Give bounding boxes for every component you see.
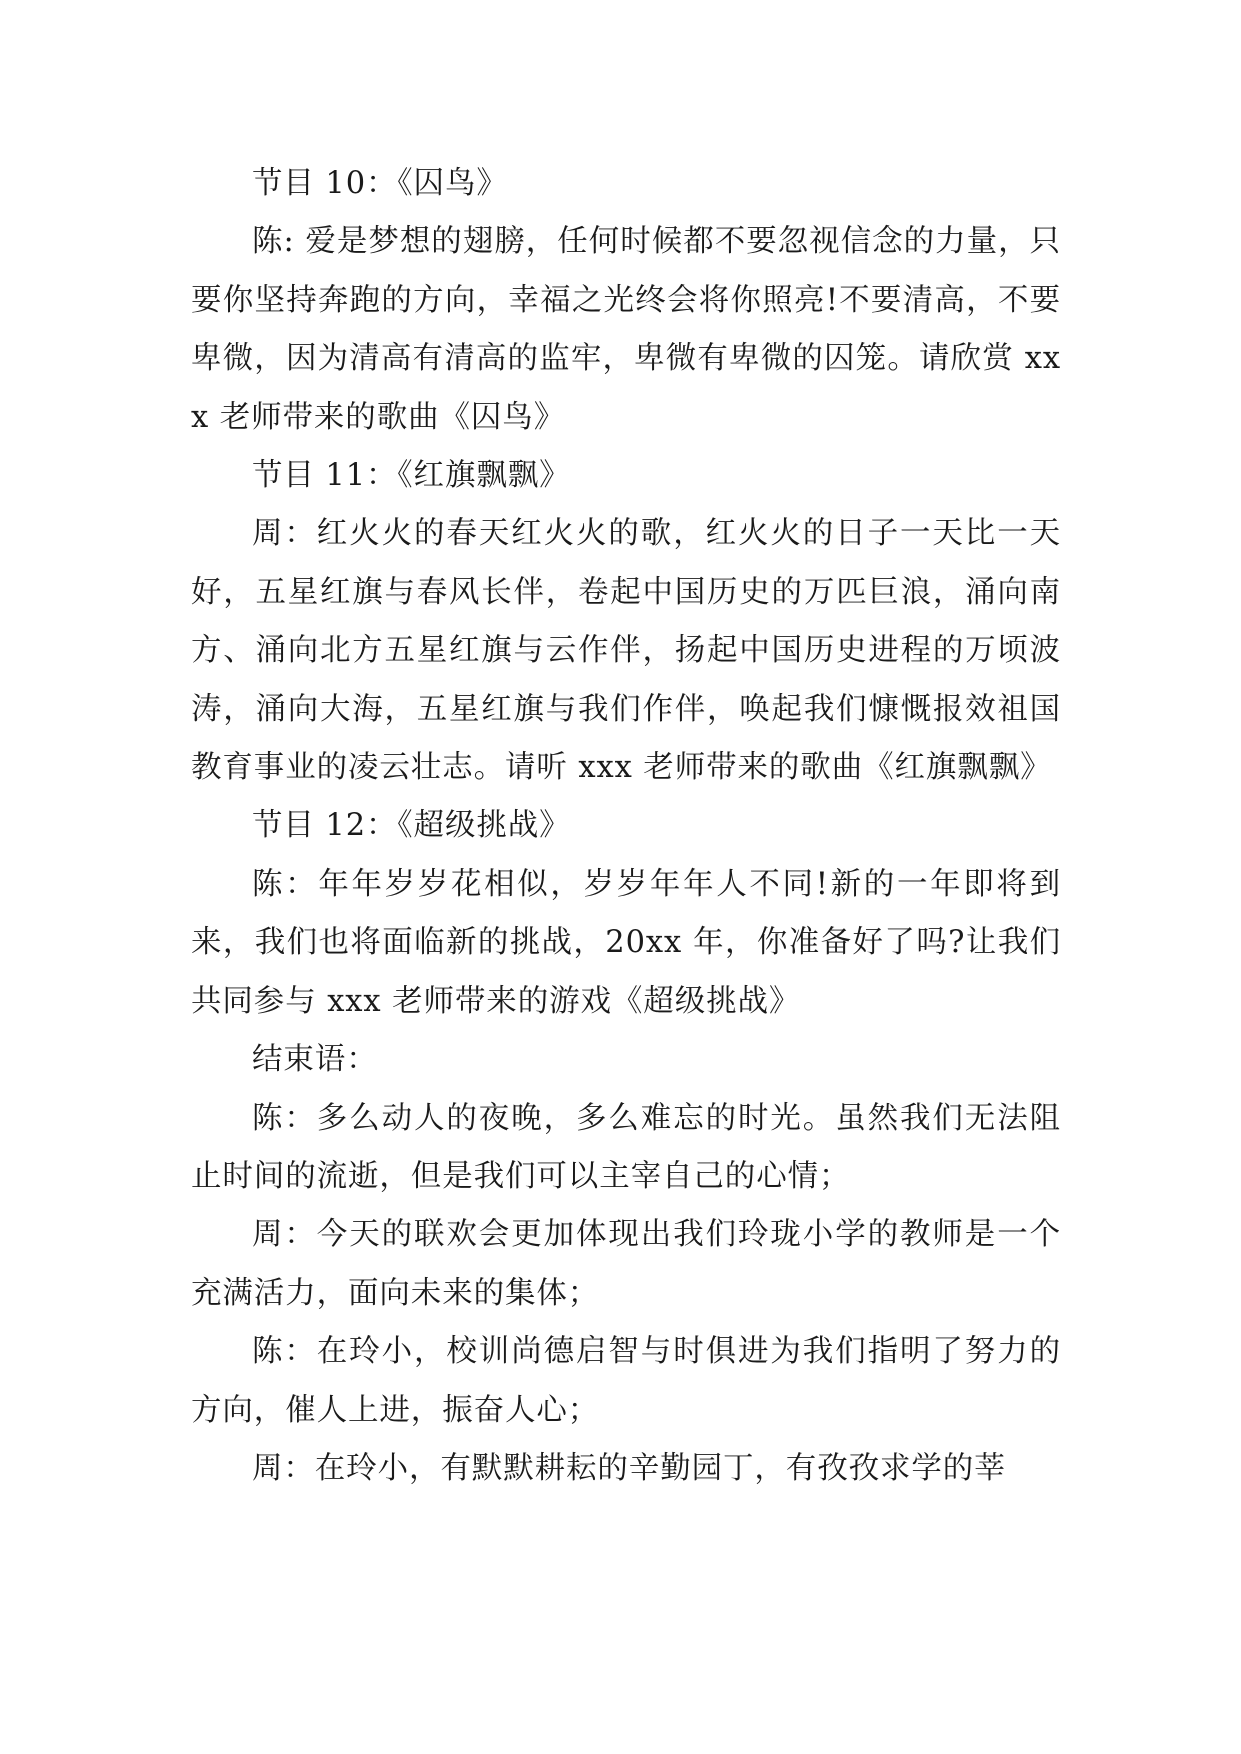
program-11-heading: 节目 11：《红旗飘飘》 [252, 458, 571, 494]
closing-paragraph-3: 陈：在玲小，校训尚德启智与时俱进为我们指明了努力的方向，催人上进，振奋人心； [191, 1334, 1061, 1428]
document-body [191, 155, 1061, 1498]
closing-remarks-heading: 结束语： [252, 1042, 378, 1078]
closing-paragraph-2: 周：今天的联欢会更加体现出我们玲珑小学的教师是一个充满活力，面向未来的集体； [191, 1217, 1061, 1311]
program-10-intro-paragraph: 陈: 爱是梦想的翅膀，任何时候都不要忽视信念的力量，只要你坚持奔跑的方向，幸福之光终会将你照亮!不要清高，不要卑微，因为清高有清高的监牢，卑微有卑微的囚笼。请欣赏 xxx 老师带来的歌曲《囚鸟》 [191, 224, 1061, 435]
program-10-heading: 节目 10：《囚鸟》 [252, 166, 508, 201]
program-12-heading: 节目 12：《超级挑战》 [252, 808, 571, 844]
closing-paragraph-4: 周：在玲小，有默默耕耘的辛勤园丁，有孜孜求学的莘 [252, 1450, 1006, 1486]
closing-paragraph-1: 陈：多么动人的夜晚，多么难忘的时光。虽然我们无法阻止时间的流逝，但是我们可以主宰自己的心情； [191, 1100, 1061, 1194]
program-11-intro-paragraph: 周：红火火的春天红火火的歌，红火火的日子一天比一天好，五星红旗与春风长伴，卷起中国历史的万匹巨浪，涌向南方、涌向北方五星红旗与云作伴，扬起中国历史进程的万顷波涛，涌向大海，五星红旗与我们作伴，唤起我们慷慨报效祖国教育事业的凌云壮志。请听 xxx 老师带来的歌曲《红旗飘飘》 [191, 516, 1061, 786]
program-12-intro-paragraph: 陈：年年岁岁花相似，岁岁年年人不同!新的一年即将到来，我们也将面临新的挑战，20xx 年，你准备好了吗?让我们共同参与 xxx 老师带来的游戏《超级挑战》 [191, 866, 1061, 1019]
